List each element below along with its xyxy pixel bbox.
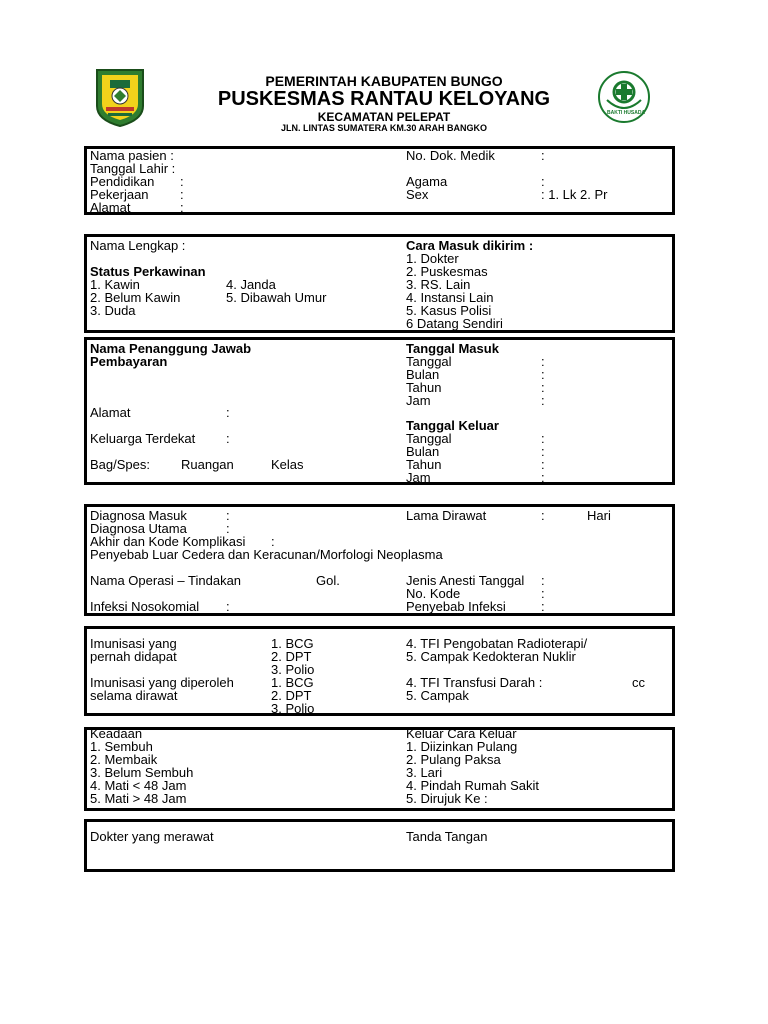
masuk-bulan-label: Bulan (406, 367, 440, 382)
agama-colon: : (541, 174, 545, 189)
campak: 5. Campak (406, 688, 469, 703)
cara-masuk-title: Cara Masuk dikirim : (406, 238, 534, 253)
nama-lengkap-label: Nama Lengkap : (90, 238, 186, 253)
header-line-3: KECAMATAN PELEPAT (317, 110, 451, 124)
pendidikan-colon: : (180, 174, 184, 189)
hari-label: Hari (587, 508, 611, 523)
imunisasi-label-1a: Imunisasi yang (90, 636, 177, 651)
keadaan-title: Keadaan (90, 726, 143, 741)
alamat-colon: : (180, 200, 184, 215)
imun2-polio: 3. Polio (271, 701, 315, 716)
jenis-anesti-label: Jenis Anesti Tanggal (406, 573, 525, 588)
keluar-tanggal-colon: : (541, 431, 545, 446)
keluarga-terdekat-label: Keluarga Terdekat (90, 431, 196, 446)
header-line-1: PEMERINTAH KABUPATEN BUNGO (265, 73, 503, 89)
cara-keluar-item: 5. Dirujuk Ke : (406, 791, 488, 806)
alamat-label: Alamat (90, 405, 131, 420)
masuk-tanggal-colon: : (541, 354, 545, 369)
campak-kedokteran: 5. Campak Kedokteran Nuklir (406, 649, 576, 664)
lama-dirawat-label: Lama Dirawat (406, 508, 487, 523)
penyebab-infeksi-colon: : (541, 599, 545, 614)
penanggung-jawab-title: Nama Penanggung Jawab (90, 341, 252, 356)
keluar-bulan-colon: : (541, 444, 545, 459)
imunisasi-label-1b: pernah didapat (90, 649, 177, 664)
komplikasi-colon: : (271, 534, 275, 549)
diagnosa-utama-colon: : (226, 521, 230, 536)
imun2-bcg: 1. BCG (271, 675, 314, 690)
janda-option: 4. Janda (226, 277, 276, 292)
alamat-colon: : (226, 405, 230, 420)
keluar-jam-label: Jam (406, 470, 431, 485)
cara-keluar-item: 4. Pindah Rumah Sakit (406, 778, 539, 793)
belum-kawin-option: 2. Belum Kawin (90, 290, 181, 305)
kawin-option: 1. Kawin (90, 277, 140, 292)
duda-option: 3. Duda (90, 303, 136, 318)
cc-unit: cc (632, 675, 645, 690)
tanggal-lahir-label: Tanggal Lahir : (90, 161, 176, 176)
nama-pasien-label: Nama pasien : (90, 148, 174, 163)
keluar-tahun-colon: : (541, 457, 545, 472)
tfi-radioterapi: 4. TFI Pengobatan Radioterapi/ (406, 636, 588, 651)
keadaan-item: 5. Mati > 48 Jam (90, 791, 187, 806)
imun1-polio: 3. Polio (271, 662, 315, 677)
pekerjaan-colon: : (180, 187, 184, 202)
cara-masuk-item: 1. Dokter (406, 251, 459, 266)
cara-keluar-title: Keluar Cara Keluar (406, 726, 517, 741)
keadaan-item: 4. Mati < 48 Jam (90, 778, 187, 793)
masuk-tahun-label: Tahun (406, 380, 442, 395)
sex-value: : 1. Lk 2. Pr (541, 187, 608, 202)
imun1-bcg: 1. BCG (271, 636, 314, 651)
no-kode-colon: : (541, 586, 545, 601)
keluar-tahun-label: Tahun (406, 457, 442, 472)
keluar-bulan-label: Bulan (406, 444, 440, 459)
right-logo-text: BAKTI HUSADA (607, 110, 646, 116)
pembayaran-title: Pembayaran (90, 354, 168, 369)
kelas-label: Kelas (271, 457, 304, 472)
cara-keluar-item: 1. Diizinkan Pulang (406, 739, 518, 754)
imun2-dpt: 2. DPT (271, 688, 312, 703)
masuk-tanggal-label: Tanggal (406, 354, 452, 369)
bag-spes-label: Bag/Spes: (90, 457, 150, 472)
header-line-4: JLN. LINTAS SUMATERA KM.30 ARAH BANGKO (280, 123, 487, 133)
no-dok-medik-label: No. Dok. Medik (406, 148, 495, 163)
cara-keluar-item: 3. Lari (406, 765, 443, 780)
gol-label: Gol. (316, 573, 340, 588)
masuk-jam-label: Jam (406, 393, 431, 408)
agama-label: Agama (406, 174, 448, 189)
status-perkawinan-title: Status Perkawinan (90, 264, 206, 279)
infeksi-colon: : (226, 599, 230, 614)
lama-dirawat-colon: : (541, 508, 545, 523)
imun1-dpt: 2. DPT (271, 649, 312, 664)
operasi-label: Nama Operasi – Tindakan (90, 573, 242, 588)
cara-masuk-item: 6 Datang Sendiri (406, 316, 503, 331)
diagnosa-masuk-label: Diagnosa Masuk (90, 508, 187, 523)
pekerjaan-label: Pekerjaan (90, 187, 149, 202)
imunisasi-label-2b: selama dirawat (90, 688, 178, 703)
right-logo (597, 70, 651, 124)
dokter-merawat-label: Dokter yang merawat (90, 829, 214, 844)
cara-masuk-item: 2. Puskesmas (406, 264, 488, 279)
header-title: PUSKESMAS RANTAU KELOYANG (217, 88, 551, 110)
admission-box (84, 337, 675, 485)
infeksi-label: Infeksi Nosokomial (90, 599, 200, 614)
no-kode-label: No. Kode (406, 586, 461, 601)
masuk-jam-colon: : (541, 393, 545, 408)
sex-label: Sex (406, 187, 429, 202)
keadaan-item: 3. Belum Sembuh (90, 765, 194, 780)
penyebab-luar-label: Penyebab Luar Cedera dan Keracunan/Morfologi Neoplasma (90, 547, 443, 562)
penyebab-infeksi-label: Penyebab Infeksi (406, 599, 506, 614)
cara-masuk-item: 3. RS. Lain (406, 277, 471, 292)
tanda-tangan-label: Tanda Tangan (406, 829, 488, 844)
tanggal-masuk-title: Tanggal Masuk (406, 341, 499, 356)
tfi-transfusi: 4. TFI Transfusi Darah : (406, 675, 543, 690)
keluar-jam-colon: : (541, 470, 545, 485)
diagnosa-utama-label: Diagnosa Utama (90, 521, 187, 536)
tanggal-keluar-title: Tanggal Keluar (406, 418, 499, 433)
diagnosa-masuk-colon: : (226, 508, 230, 523)
jenis-anesti-colon: : (541, 573, 545, 588)
cara-masuk-item: 5. Kasus Polisi (406, 303, 492, 318)
no-dok-medik-colon: : (541, 148, 545, 163)
dibawah-umur-option: 5. Dibawah Umur (226, 290, 327, 305)
cara-masuk-item: 4. Instansi Lain (406, 290, 494, 305)
masuk-bulan-colon: : (541, 367, 545, 382)
cara-keluar-item: 2. Pulang Paksa (406, 752, 501, 767)
imunisasi-label-2a: Imunisasi yang diperoleh (90, 675, 234, 690)
keadaan-item: 1. Sembuh (90, 739, 153, 754)
keadaan-item: 2. Membaik (90, 752, 158, 767)
pendidikan-label: Pendidikan (90, 174, 155, 189)
ruangan-label: Ruangan (181, 457, 234, 472)
alamat-label: Alamat (90, 200, 131, 215)
signature-box (84, 819, 675, 872)
keluarga-colon: : (226, 431, 230, 446)
masuk-tahun-colon: : (541, 380, 545, 395)
keluar-tanggal-label: Tanggal (406, 431, 452, 446)
komplikasi-label: Akhir dan Kode Komplikasi (90, 534, 246, 549)
